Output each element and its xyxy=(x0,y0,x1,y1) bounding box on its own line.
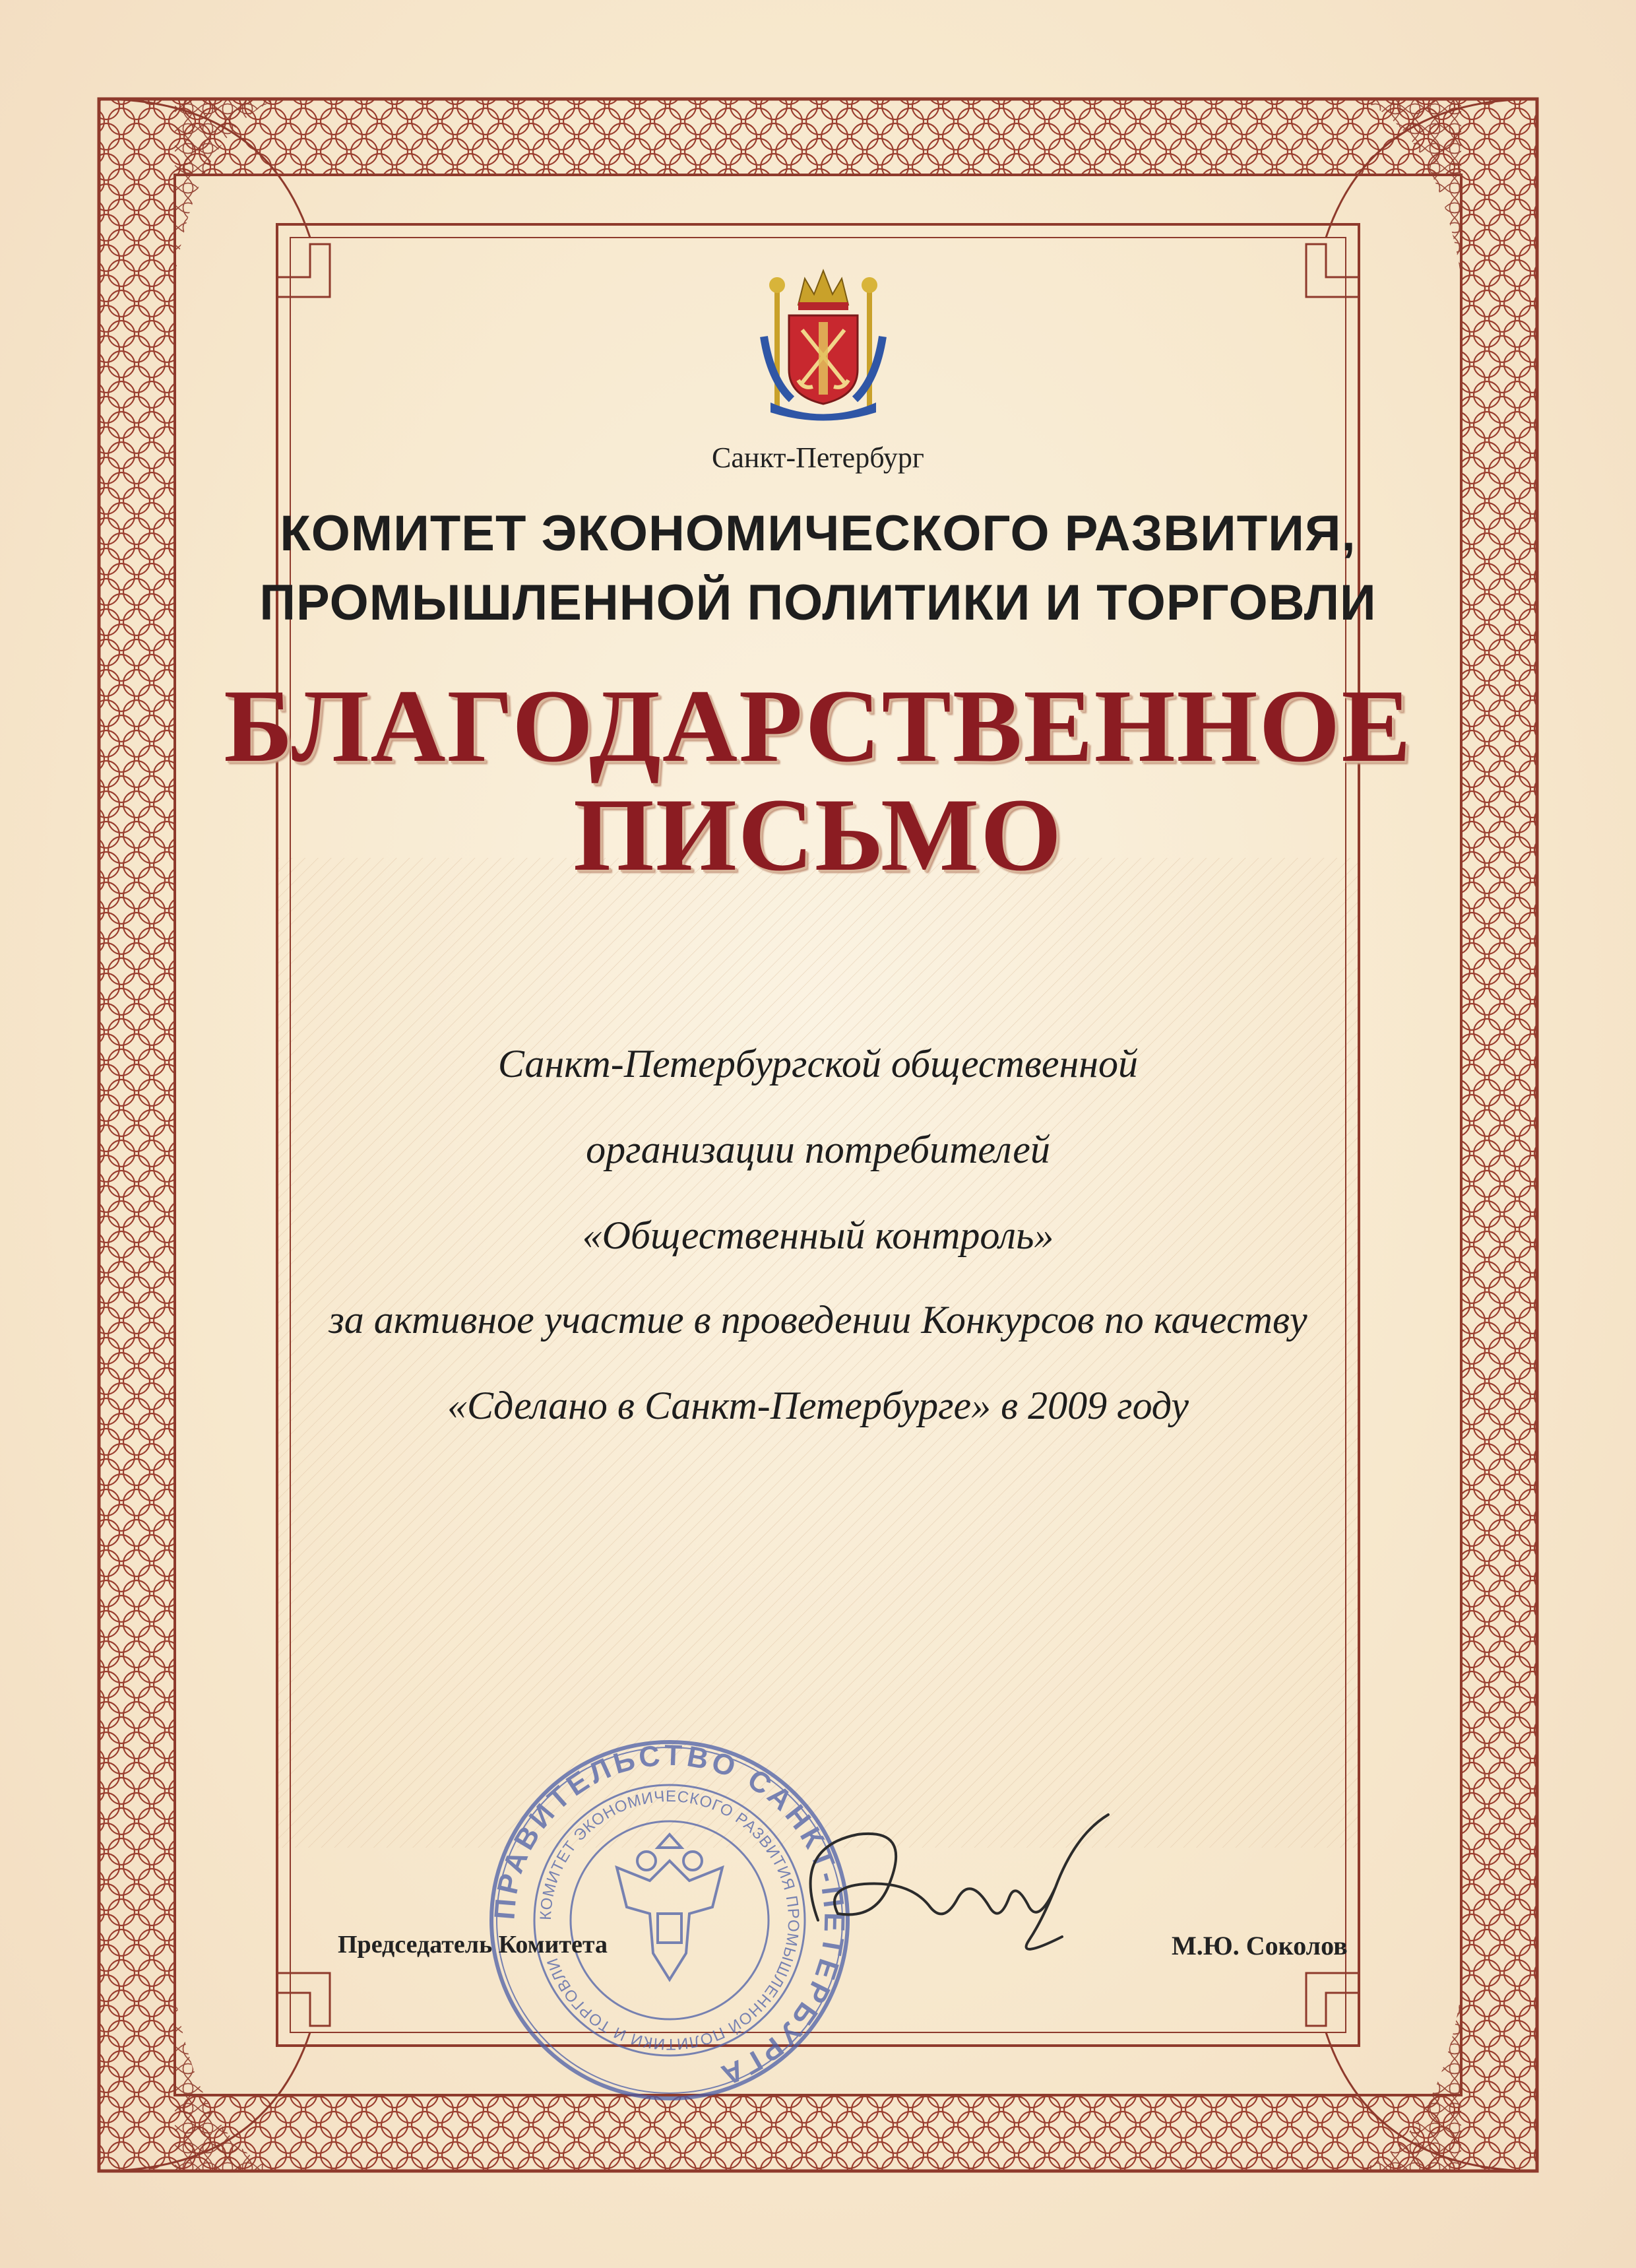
signatory-name: М.Ю. Соколов xyxy=(1172,1931,1348,1960)
handwritten-signature-icon xyxy=(778,1808,1148,1960)
saint-petersburg-coat-of-arms-icon xyxy=(751,264,896,426)
stamp-outer-text: ПРАВИТЕЛЬСТВО САНКТ-ПЕТЕРБУРГА xyxy=(488,1739,851,2093)
committee-name-line2: ПРОМЫШЛЕННОЙ ПОЛИТИКИ И ТОРГОВЛИ xyxy=(259,575,1377,631)
recipient-line2: организации потребителей xyxy=(586,1128,1050,1171)
reason-line1: за активное участие в проведении Конкурсов по качеству xyxy=(329,1298,1307,1342)
signatory-position: Председатель Комитета xyxy=(338,1931,608,1959)
recipient-line3: «Общественный контроль» xyxy=(582,1214,1054,1257)
stamp-inner-text: КОМИТЕТ ЭКОНОМИЧЕСКОГО РАЗВИТИЯ ПРОМЫШЛЕННОЙ ПОЛИТИКИ И ТОРГОВЛИ xyxy=(536,1787,803,2054)
svg-text:КОМИТЕТ ЭКОНОМИЧЕСКОГО РАЗВИТИ xyxy=(537,1788,802,2053)
reason-line2: «Сделано в Санкт-Петербурге» в 2009 году xyxy=(447,1384,1189,1427)
document-title-line1: БЛАГОДАРСТВЕННОЕ xyxy=(224,668,1412,784)
document-title-line2: ПИСЬМО xyxy=(573,777,1063,893)
city-label: Санкт-Петербург xyxy=(712,441,924,474)
recipient-line1: Санкт-Петербургской общественной xyxy=(497,1042,1139,1085)
committee-name-line1: КОМИТЕТ ЭКОНОМИЧЕСКОГО РАЗВИТИЯ, xyxy=(280,505,1356,562)
